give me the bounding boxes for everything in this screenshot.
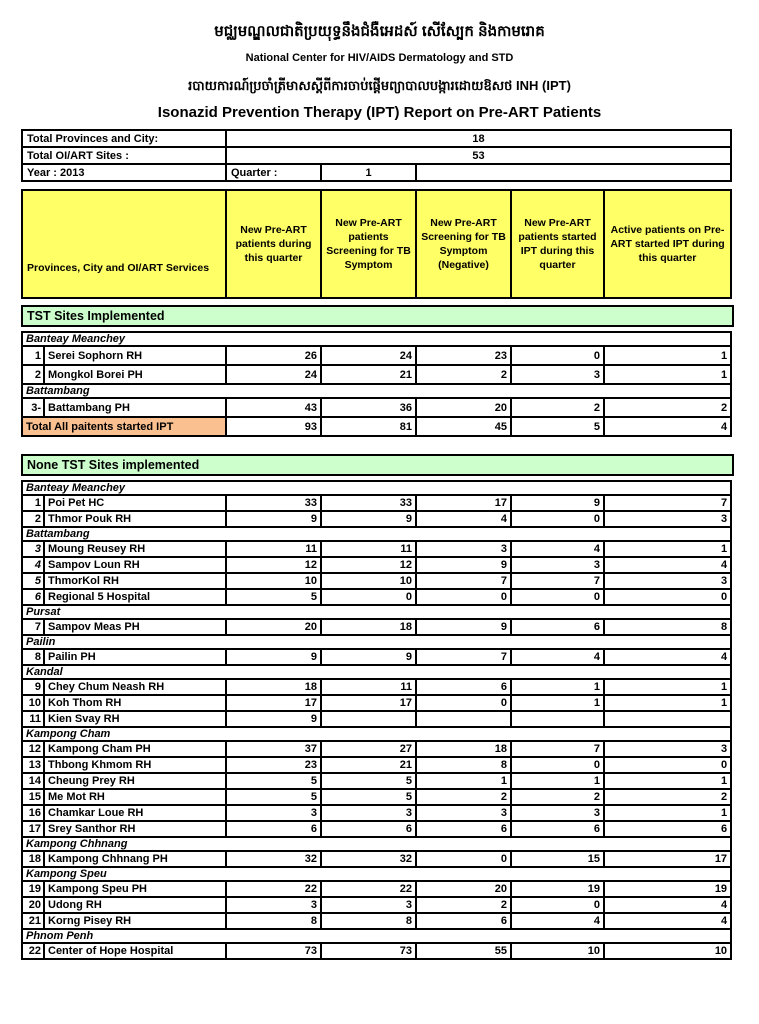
value-cell: 18: [226, 679, 321, 695]
row-number: 7: [22, 619, 44, 635]
row-number: 16: [22, 805, 44, 821]
value-cell: 0: [604, 589, 731, 605]
value-cell: 0: [604, 757, 731, 773]
table-row: [22, 711, 731, 727]
value-cell: 6: [416, 679, 511, 695]
value-cell: 23: [416, 346, 511, 365]
value-cell: 26: [226, 346, 321, 365]
value-cell: [321, 711, 416, 727]
value-cell: 3: [604, 573, 731, 589]
value-cell: 7: [416, 649, 511, 665]
site-name: Regional 5 Hospital: [44, 589, 226, 605]
site-name: ThmorKol RH: [44, 573, 226, 589]
value-cell: 0: [321, 589, 416, 605]
row-number: 5: [22, 573, 44, 589]
table-row: [22, 789, 731, 805]
table-row: [22, 913, 731, 929]
site-name: Udong RH: [44, 897, 226, 913]
value-cell: 1: [604, 346, 731, 365]
value-cell: 0: [416, 589, 511, 605]
summary-row-sites: [22, 147, 731, 164]
table-row: [22, 897, 731, 913]
value-cell: 9: [226, 649, 321, 665]
value-cell: 43: [226, 398, 321, 417]
site-name: Kien Svay RH: [44, 711, 226, 727]
table-row: [22, 679, 731, 695]
value-cell: 4: [604, 649, 731, 665]
total-value: 45: [416, 417, 511, 436]
table-row: [22, 943, 731, 959]
col-header-negative: New Pre-ART Screening for TB Symptom (Negative): [416, 190, 511, 298]
province-row: [22, 481, 731, 495]
value-cell: 1: [511, 695, 604, 711]
value-cell: 4: [511, 541, 604, 557]
total-value: 81: [321, 417, 416, 436]
total-sites-label: Total OI/ART Sites :: [22, 147, 226, 164]
value-cell: 1: [604, 805, 731, 821]
value-cell: 6: [511, 619, 604, 635]
province-name: Kampong Speu: [22, 867, 731, 881]
col-header-started-ipt: New Pre-ART patients started IPT during this quarter: [511, 190, 604, 298]
value-cell: 73: [321, 943, 416, 959]
province-name: Kampong Chhnang: [22, 837, 731, 851]
table-row: [22, 881, 731, 897]
value-cell: 12: [226, 557, 321, 573]
province-row: [22, 665, 731, 679]
value-cell: 27: [321, 741, 416, 757]
province-name: Battambang: [22, 527, 731, 541]
table-row: [22, 346, 731, 365]
site-name: Moung Reusey RH: [44, 541, 226, 557]
value-cell: 9: [226, 711, 321, 727]
total-value: 4: [604, 417, 731, 436]
value-cell: 17: [604, 851, 731, 867]
row-number: 13: [22, 757, 44, 773]
table-row: [22, 695, 731, 711]
site-name: Kampong Speu PH: [44, 881, 226, 897]
table-row: [22, 589, 731, 605]
total-value: 5: [511, 417, 604, 436]
row-number: 1: [22, 346, 44, 365]
value-cell: 6: [321, 821, 416, 837]
value-cell: 0: [511, 897, 604, 913]
value-cell: 17: [416, 495, 511, 511]
document-header: [0, 0, 759, 121]
value-cell: 20: [416, 881, 511, 897]
value-cell: 9: [321, 511, 416, 527]
value-cell: 2: [604, 398, 731, 417]
site-name: Battambang PH: [44, 398, 226, 417]
site-name: Koh Thom RH: [44, 695, 226, 711]
row-number: 14: [22, 773, 44, 789]
site-name: Poi Pet HC: [44, 495, 226, 511]
value-cell: 9: [416, 557, 511, 573]
site-name: Me Mot RH: [44, 789, 226, 805]
value-cell: 6: [416, 913, 511, 929]
province-row: [22, 384, 731, 398]
section-title-tst: TST Sites Implemented: [21, 305, 734, 327]
site-name: Pailin PH: [44, 649, 226, 665]
quarter-value: 1: [321, 164, 416, 181]
value-cell: 6: [604, 821, 731, 837]
table-row: [22, 398, 731, 417]
row-number: 3: [22, 541, 44, 557]
value-cell: 0: [511, 511, 604, 527]
khmer-org-title: មជ្ឈមណ្ឌលជាតិប្រយុទ្ធនឹងជំងឺអេដស៍ សើស្បែក និងកាមរោគ: [214, 23, 545, 40]
row-number: 2: [22, 511, 44, 527]
value-cell: 37: [226, 741, 321, 757]
table-row: [22, 821, 731, 837]
value-cell: 3: [416, 805, 511, 821]
row-number: 6: [22, 589, 44, 605]
value-cell: 8: [416, 757, 511, 773]
table-row: [22, 649, 731, 665]
value-cell: 0: [416, 851, 511, 867]
value-cell: 3: [604, 741, 731, 757]
value-cell: 5: [226, 773, 321, 789]
total-provinces-value: 18: [226, 130, 731, 147]
tst-sites-table: [21, 331, 732, 437]
value-cell: 7: [511, 741, 604, 757]
value-cell: 2: [416, 897, 511, 913]
site-name: Serei Sophorn RH: [44, 346, 226, 365]
value-cell: 1: [604, 365, 731, 384]
table-row: [22, 365, 731, 384]
value-cell: 32: [226, 851, 321, 867]
province-row: [22, 635, 731, 649]
site-name: Chamkar Loue RH: [44, 805, 226, 821]
summary-table: [21, 129, 732, 182]
value-cell: 4: [511, 649, 604, 665]
value-cell: 6: [226, 821, 321, 837]
value-cell: 2: [511, 789, 604, 805]
site-name: Kampong Cham PH: [44, 741, 226, 757]
section-title-none-tst: None TST Sites implemented: [21, 454, 734, 476]
row-number: 10: [22, 695, 44, 711]
site-name: Center of Hope Hospital: [44, 943, 226, 959]
value-cell: 15: [511, 851, 604, 867]
value-cell: 10: [604, 943, 731, 959]
table-row: [22, 557, 731, 573]
value-cell: 1: [604, 541, 731, 557]
value-cell: 73: [226, 943, 321, 959]
value-cell: 7: [416, 573, 511, 589]
row-number: 17: [22, 821, 44, 837]
value-cell: 9: [321, 649, 416, 665]
site-name: Mongkol Borei PH: [44, 365, 226, 384]
row-number: 15: [22, 789, 44, 805]
table-row: [22, 757, 731, 773]
province-name: Banteay Meanchey: [22, 332, 731, 346]
value-cell: 0: [511, 346, 604, 365]
value-cell: 3: [511, 805, 604, 821]
year-label: Year : 2013: [22, 164, 226, 181]
value-cell: 4: [416, 511, 511, 527]
site-name: Chey Chum Neash RH: [44, 679, 226, 695]
value-cell: 2: [416, 789, 511, 805]
table-row: [22, 541, 731, 557]
value-cell: 20: [416, 398, 511, 417]
site-name: Thbong Khmom RH: [44, 757, 226, 773]
value-cell: 22: [226, 881, 321, 897]
value-cell: 11: [226, 541, 321, 557]
value-cell: 1: [511, 773, 604, 789]
value-cell: 3: [321, 805, 416, 821]
value-cell: 24: [226, 365, 321, 384]
province-row: [22, 867, 731, 881]
value-cell: 5: [226, 789, 321, 805]
value-cell: 5: [321, 773, 416, 789]
value-cell: 11: [321, 679, 416, 695]
quarter-label: Quarter :: [226, 164, 321, 181]
value-cell: 9: [226, 511, 321, 527]
table-row: [22, 851, 731, 867]
row-number: 4: [22, 557, 44, 573]
province-name: Banteay Meanchey: [22, 481, 731, 495]
row-number: 20: [22, 897, 44, 913]
province-name: Kampong Cham: [22, 727, 731, 741]
table-row: [22, 805, 731, 821]
site-name: Sampov Loun RH: [44, 557, 226, 573]
table-row: [22, 495, 731, 511]
site-name: Thmor Pouk RH: [44, 511, 226, 527]
value-cell: 9: [416, 619, 511, 635]
col-header-active-ipt: Active patients on Pre-ART started IPT during this quarter: [604, 190, 731, 298]
value-cell: 5: [226, 589, 321, 605]
value-cell: 10: [321, 573, 416, 589]
value-cell: [416, 711, 511, 727]
total-sites-value: 53: [226, 147, 731, 164]
row-number: 1: [22, 495, 44, 511]
value-cell: 3: [416, 541, 511, 557]
total-row: [22, 417, 731, 436]
value-cell: 11: [321, 541, 416, 557]
value-cell: 9: [511, 495, 604, 511]
site-name: Sampov Meas PH: [44, 619, 226, 635]
province-row: [22, 332, 731, 346]
value-cell: 3: [511, 365, 604, 384]
value-cell: 2: [604, 789, 731, 805]
value-cell: 4: [604, 897, 731, 913]
row-number: 2: [22, 365, 44, 384]
report-title: Isonazid Prevention Therapy (IPT) Report on Pre-ART Patients: [157, 104, 602, 121]
value-cell: 1: [604, 773, 731, 789]
value-cell: 7: [511, 573, 604, 589]
row-number: 22: [22, 943, 44, 959]
value-cell: 1: [604, 679, 731, 695]
value-cell: 1: [416, 773, 511, 789]
org-name: National Center for HIV/AIDS Dermatology and STD: [245, 52, 514, 64]
col-header-screening: New Pre-ART patients Screening for TB Symptom: [321, 190, 416, 298]
value-cell: 18: [321, 619, 416, 635]
value-cell: 10: [226, 573, 321, 589]
value-cell: 36: [321, 398, 416, 417]
value-cell: 19: [604, 881, 731, 897]
value-cell: 6: [416, 821, 511, 837]
value-cell: 0: [416, 695, 511, 711]
none-tst-sites-table: [21, 480, 732, 960]
row-number: 3-: [22, 398, 44, 417]
value-cell: [511, 711, 604, 727]
khmer-report-title: របាយការណ៍ប្រចាំត្រីមាសស្តីពីការចាប់ផ្តើមព្យាបាលបង្ការដោយឱសថ INH (IPT): [188, 78, 571, 93]
value-cell: 21: [321, 757, 416, 773]
value-cell: 4: [604, 913, 731, 929]
value-cell: 4: [511, 913, 604, 929]
value-cell: 8: [226, 913, 321, 929]
value-cell: 2: [511, 398, 604, 417]
row-number: 12: [22, 741, 44, 757]
value-cell: 20: [226, 619, 321, 635]
summary-row-period: [22, 164, 731, 181]
row-number: 19: [22, 881, 44, 897]
value-cell: 24: [321, 346, 416, 365]
value-cell: 4: [604, 557, 731, 573]
site-name: Srey Santhor RH: [44, 821, 226, 837]
value-cell: 33: [321, 495, 416, 511]
value-cell: 10: [511, 943, 604, 959]
province-name: Pursat: [22, 605, 731, 619]
row-number: 21: [22, 913, 44, 929]
value-cell: 3: [604, 511, 731, 527]
column-header-table: [21, 189, 732, 299]
site-name: Kampong Chhnang PH: [44, 851, 226, 867]
col-header-provinces: Provinces, City and OI/ART Services: [22, 190, 226, 298]
province-row: [22, 527, 731, 541]
value-cell: 5: [321, 789, 416, 805]
row-number: 11: [22, 711, 44, 727]
table-row: [22, 741, 731, 757]
value-cell: 17: [321, 695, 416, 711]
value-cell: 0: [511, 757, 604, 773]
province-name: Kandal: [22, 665, 731, 679]
value-cell: 23: [226, 757, 321, 773]
value-cell: 21: [321, 365, 416, 384]
value-cell: 32: [321, 851, 416, 867]
table-row: [22, 619, 731, 635]
province-name: Phnom Penh: [22, 929, 731, 943]
value-cell: 3: [511, 557, 604, 573]
site-name: Cheung Prey RH: [44, 773, 226, 789]
row-number: 8: [22, 649, 44, 665]
row-number: 9: [22, 679, 44, 695]
summary-row-provinces: [22, 130, 731, 147]
value-cell: 12: [321, 557, 416, 573]
value-cell: 55: [416, 943, 511, 959]
value-cell: 1: [604, 695, 731, 711]
value-cell: 19: [511, 881, 604, 897]
province-name: Pailin: [22, 635, 731, 649]
value-cell: 17: [226, 695, 321, 711]
province-row: [22, 929, 731, 943]
table-row: [22, 773, 731, 789]
province-row: [22, 837, 731, 851]
table-row: [22, 511, 731, 527]
value-cell: 3: [226, 805, 321, 821]
site-name: Korng Pisey RH: [44, 913, 226, 929]
value-cell: 8: [321, 913, 416, 929]
province-row: [22, 727, 731, 741]
total-provinces-label: Total Provinces and City:: [22, 130, 226, 147]
col-header-new-preart: New Pre-ART patients during this quarter: [226, 190, 321, 298]
column-header-row: [22, 190, 731, 298]
value-cell: 18: [416, 741, 511, 757]
value-cell: 0: [511, 589, 604, 605]
value-cell: 8: [604, 619, 731, 635]
value-cell: 2: [416, 365, 511, 384]
summary-empty-cell: [416, 164, 731, 181]
value-cell: 3: [226, 897, 321, 913]
value-cell: 6: [511, 821, 604, 837]
value-cell: 7: [604, 495, 731, 511]
value-cell: 1: [511, 679, 604, 695]
total-value: 93: [226, 417, 321, 436]
table-row: [22, 573, 731, 589]
province-row: [22, 605, 731, 619]
value-cell: 33: [226, 495, 321, 511]
value-cell: [604, 711, 731, 727]
row-number: 18: [22, 851, 44, 867]
value-cell: 3: [321, 897, 416, 913]
province-name: Battambang: [22, 384, 731, 398]
value-cell: 22: [321, 881, 416, 897]
total-label: Total All paitents started IPT: [22, 417, 226, 436]
